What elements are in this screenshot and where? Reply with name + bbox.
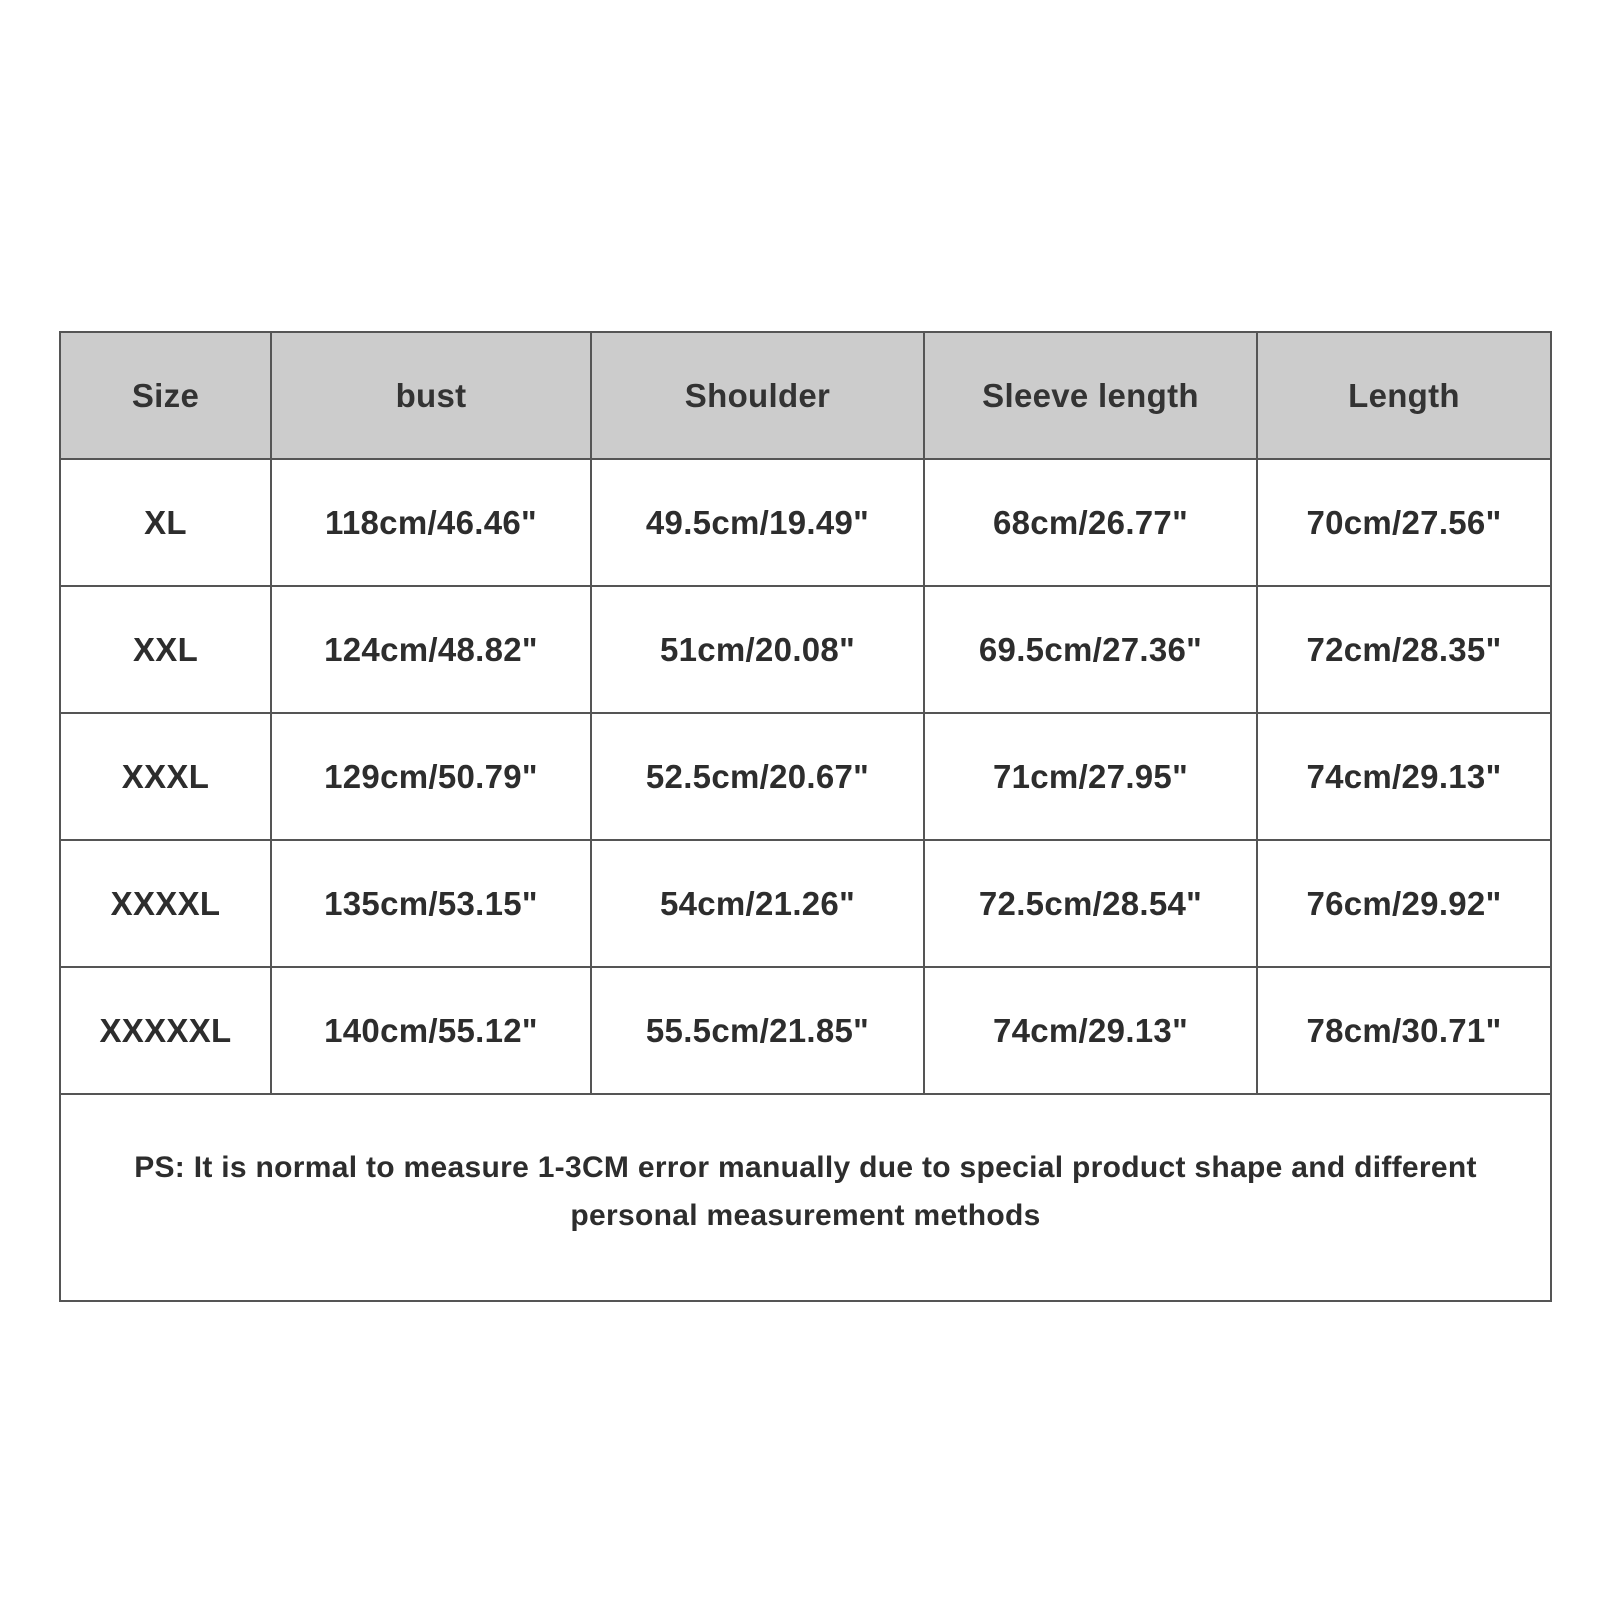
cell-shoulder: 51cm/20.08" xyxy=(591,586,924,713)
table-row xyxy=(60,713,1551,840)
cell-length: 74cm/29.13" xyxy=(1257,713,1551,840)
cell-shoulder: 55.5cm/21.85" xyxy=(591,967,924,1094)
header-row xyxy=(60,332,1551,459)
cell-size: XXXXXL xyxy=(60,967,271,1094)
size-chart-table xyxy=(59,331,1552,1302)
cell-size: XXL xyxy=(60,586,271,713)
size-chart-body xyxy=(60,459,1551,1094)
size-chart-footer xyxy=(60,1094,1551,1301)
cell-sleeve-length: 69.5cm/27.36" xyxy=(924,586,1257,713)
cell-bust: 135cm/53.15" xyxy=(271,840,591,967)
cell-bust: 124cm/48.82" xyxy=(271,586,591,713)
cell-bust: 140cm/55.12" xyxy=(271,967,591,1094)
size-chart-header xyxy=(60,332,1551,459)
cell-size: XL xyxy=(60,459,271,586)
table-row xyxy=(60,586,1551,713)
cell-length: 76cm/29.92" xyxy=(1257,840,1551,967)
cell-length: 70cm/27.56" xyxy=(1257,459,1551,586)
header-bust: bust xyxy=(271,332,591,459)
cell-length: 78cm/30.71" xyxy=(1257,967,1551,1094)
header-shoulder: Shoulder xyxy=(591,332,924,459)
cell-shoulder: 54cm/21.26" xyxy=(591,840,924,967)
cell-sleeve-length: 74cm/29.13" xyxy=(924,967,1257,1094)
cell-shoulder: 52.5cm/20.67" xyxy=(591,713,924,840)
note-row xyxy=(60,1094,1551,1301)
cell-sleeve-length: 68cm/26.77" xyxy=(924,459,1257,586)
cell-shoulder: 49.5cm/19.49" xyxy=(591,459,924,586)
header-sleeve-length: Sleeve length xyxy=(924,332,1257,459)
header-length: Length xyxy=(1257,332,1551,459)
header-size: Size xyxy=(60,332,271,459)
cell-bust: 129cm/50.79" xyxy=(271,713,591,840)
table-row xyxy=(60,840,1551,967)
cell-size: XXXXL xyxy=(60,840,271,967)
cell-length: 72cm/28.35" xyxy=(1257,586,1551,713)
table-row xyxy=(60,459,1551,586)
cell-sleeve-length: 71cm/27.95" xyxy=(924,713,1257,840)
cell-sleeve-length: 72.5cm/28.54" xyxy=(924,840,1257,967)
cell-size: XXXL xyxy=(60,713,271,840)
cell-bust: 118cm/46.46" xyxy=(271,459,591,586)
table-row xyxy=(60,967,1551,1094)
measurement-note: PS: It is normal to measure 1-3CM error manually due to special product shape and different personal measurement methods xyxy=(60,1094,1551,1301)
